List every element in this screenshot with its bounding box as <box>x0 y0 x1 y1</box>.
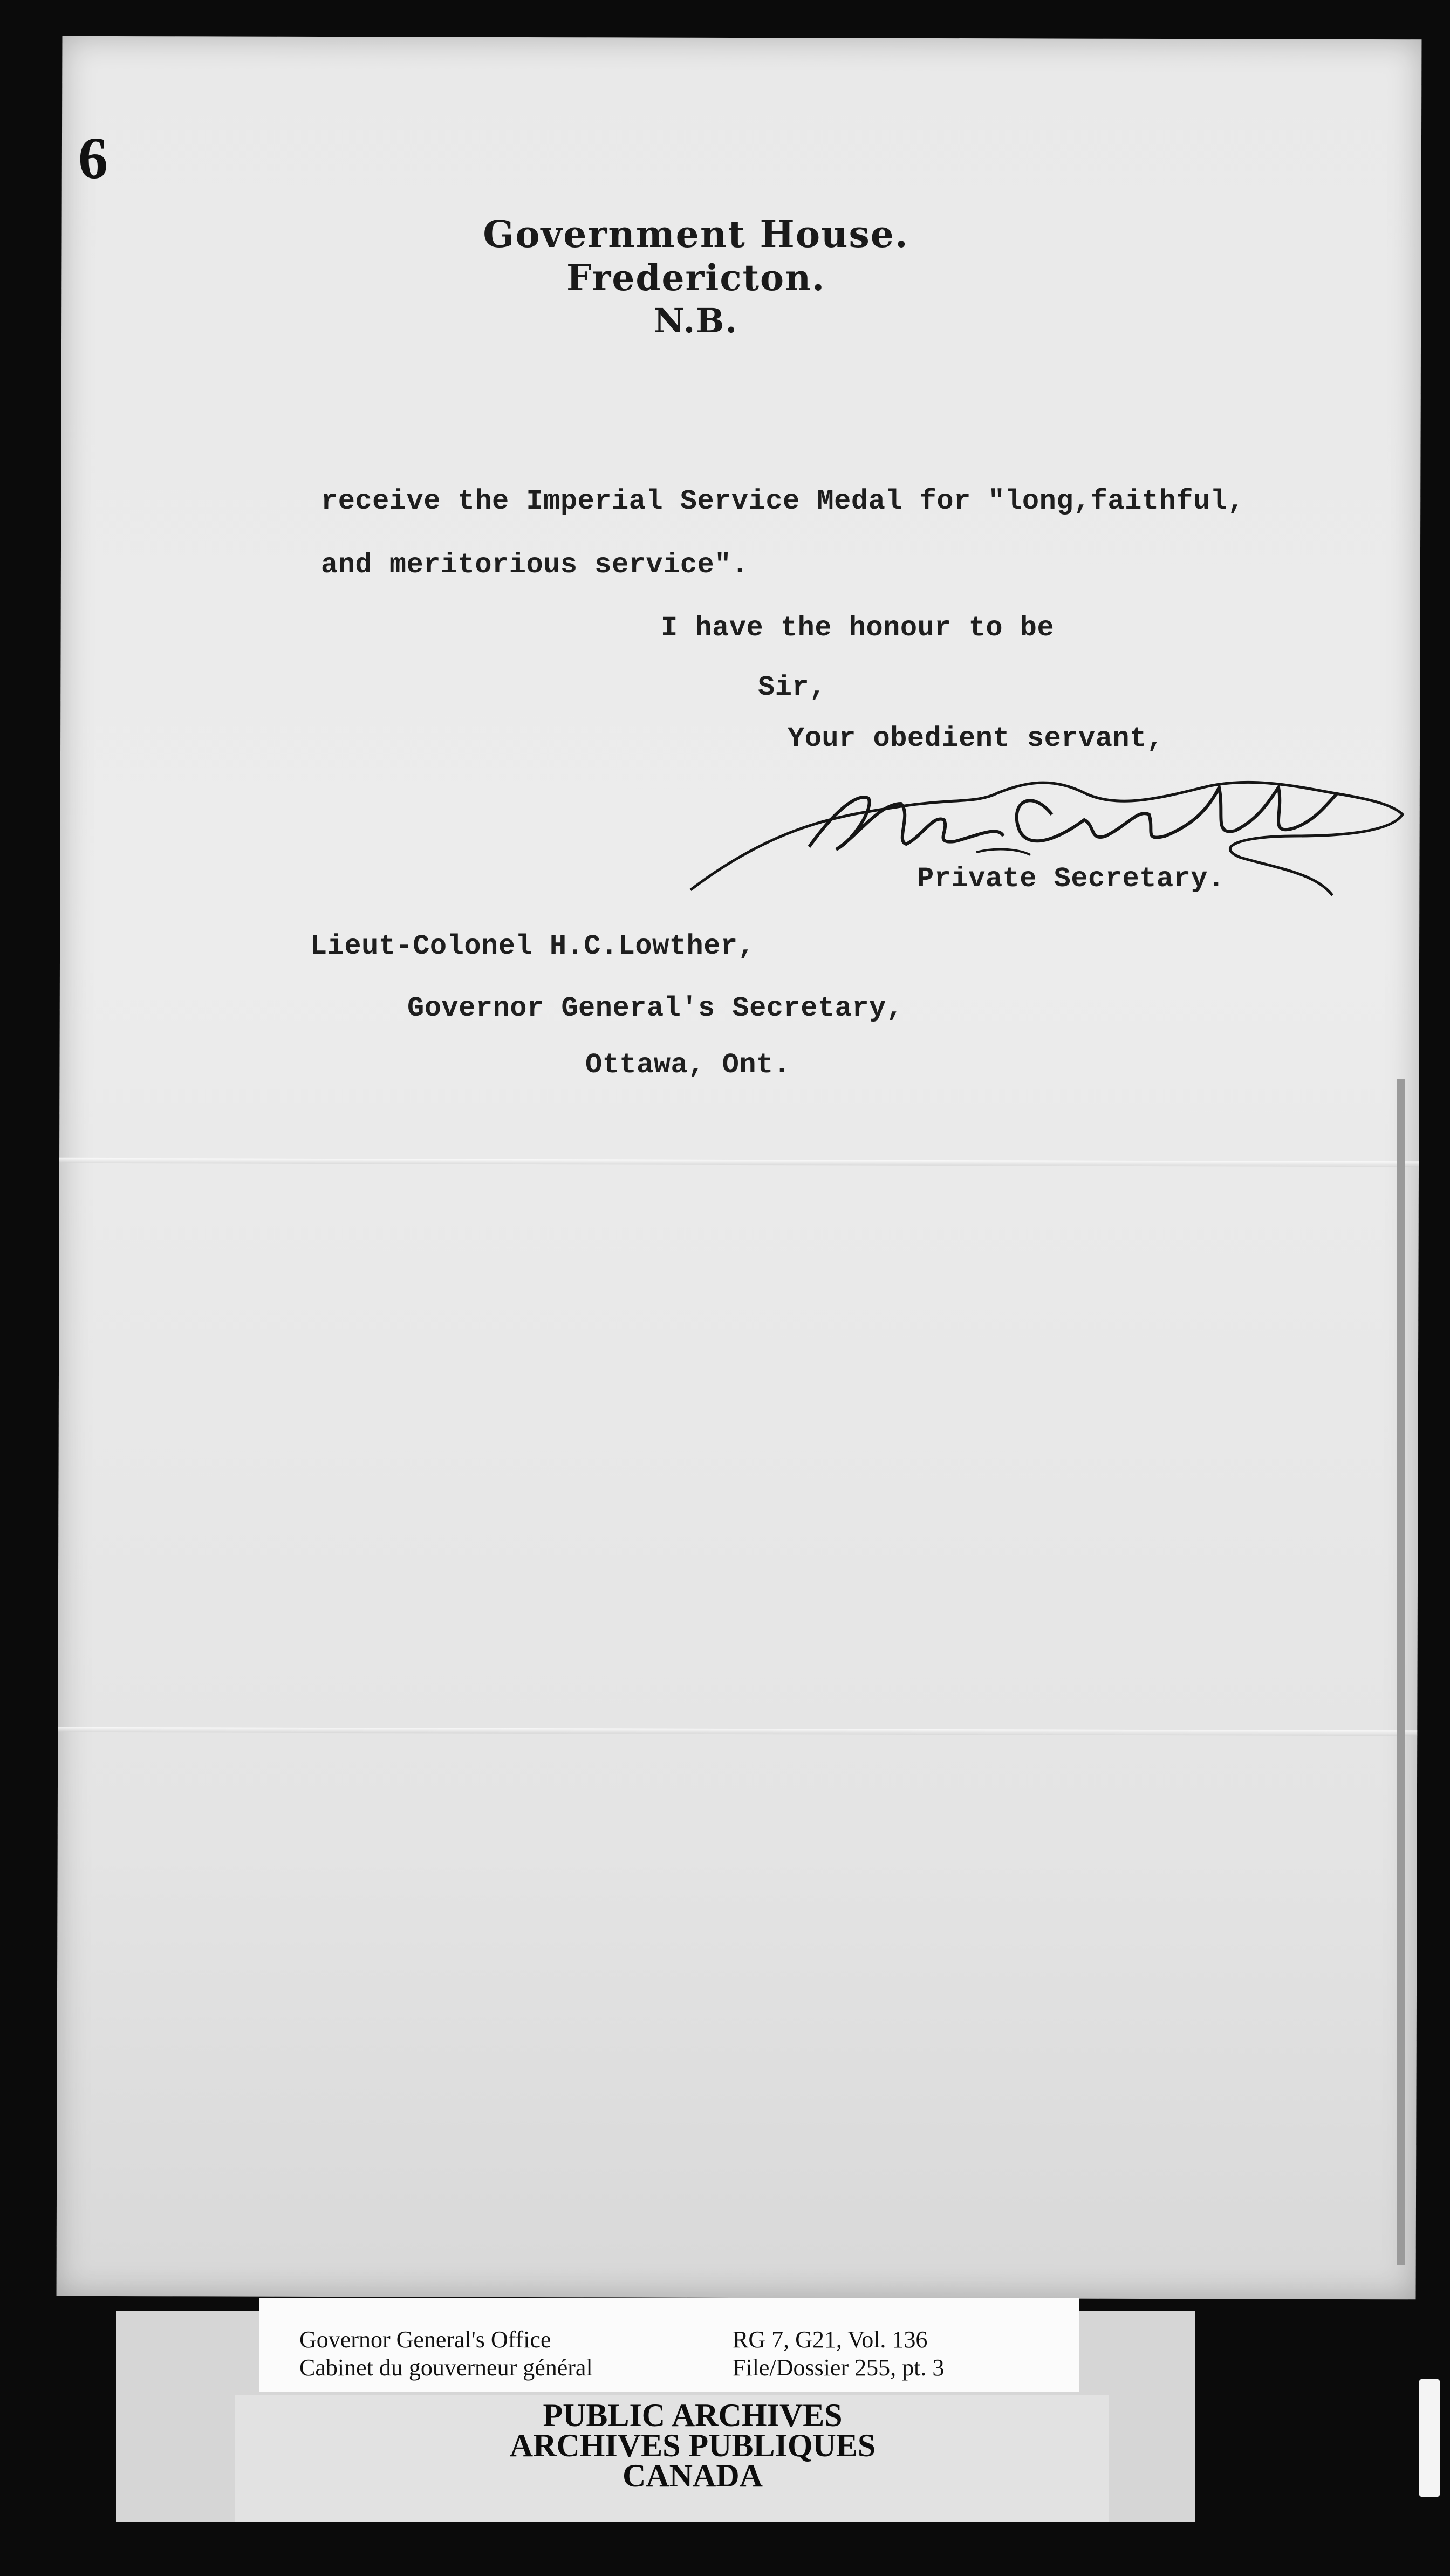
archive-office <box>299 2326 593 2382</box>
letter-sheet <box>57 36 1422 2300</box>
office-french: Cabinet du gouverneur général <box>299 2354 593 2381</box>
letterhead-line-1: Government House. <box>483 213 909 256</box>
public-archives-stamp <box>0 2397 1418 2493</box>
letterhead-line-3: N.B. <box>653 301 738 340</box>
letterhead-line-2: Fredericton. <box>566 257 826 299</box>
addressee-line-1: Lieut-Colonel H.C.Lowther, <box>310 930 755 962</box>
addressee-line-3: Ottawa, Ont. <box>585 1049 791 1081</box>
file-number: File/Dossier 255, pt. 3 <box>733 2354 945 2381</box>
office-english: Governor General's Office <box>299 2326 551 2353</box>
body-line-1: receive the Imperial Service Medal for "long,faithful, <box>321 485 1245 517</box>
film-edge-mark <box>1419 2379 1440 2497</box>
sheet-edge <box>1397 1079 1405 2265</box>
archive-reference <box>733 2326 944 2382</box>
body-line-2: and meritorious service". <box>321 549 749 581</box>
page-number-mark: 6 <box>78 125 108 191</box>
closing-line-1: I have the honour to be <box>661 612 1055 644</box>
archives-line-1: PUBLIC ARCHIVES <box>543 2397 843 2433</box>
letterhead <box>16 213 1376 342</box>
archives-line-3: CANADA <box>623 2458 763 2493</box>
fold-line <box>59 1158 1419 1167</box>
closing-line-2: Sir, <box>758 672 826 703</box>
fold-line <box>58 1727 1417 1736</box>
addressee-line-2: Governor General's Secretary, <box>407 992 904 1024</box>
closing-line-3: Your obedient servant, <box>788 723 1164 755</box>
signature-title: Private Secretary. <box>917 863 1225 895</box>
reference-number: RG 7, G21, Vol. 136 <box>733 2326 928 2353</box>
archives-line-2: ARCHIVES PUBLIQUES <box>509 2428 876 2463</box>
